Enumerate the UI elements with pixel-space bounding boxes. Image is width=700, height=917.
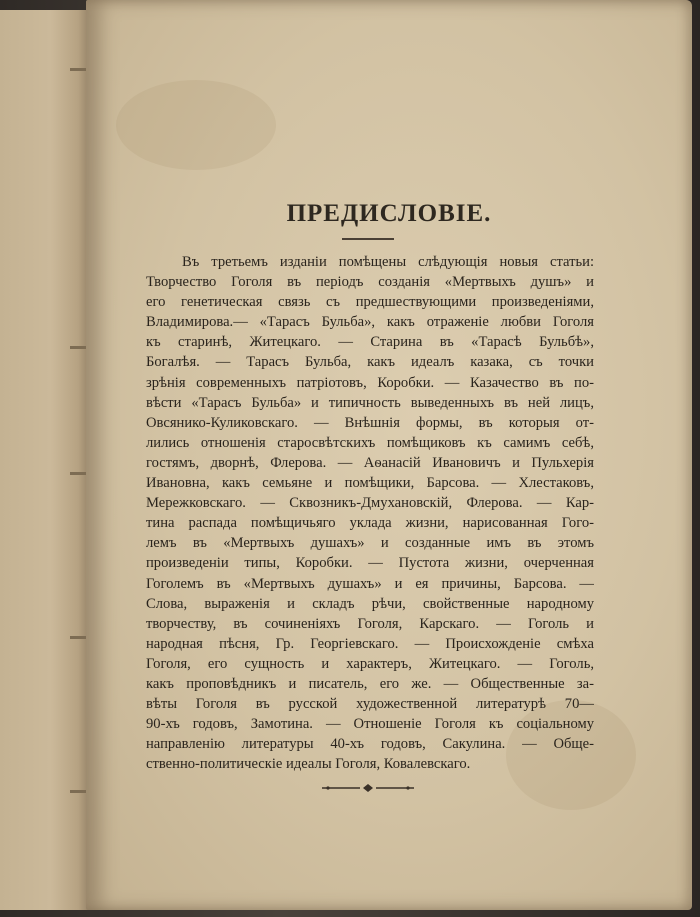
text-line: Овсянико-Куликовскаго. — Внѣшнія формы, въ которыя от- <box>146 414 594 431</box>
text-line: творчеству, въ сочиненіяхъ Гоголя, Карскаго. — Гоголь и <box>146 615 594 632</box>
text-line: народная пѣсня, Гр. Георгіевскаго. — Происхожденіе смѣха <box>146 635 594 652</box>
text-line: къ старинѣ, Житецкаго. — Старина въ «Тарасѣ Бульбѣ», <box>146 334 594 351</box>
text-line: вѣты Гоголя въ русской художественной литературѣ 70— <box>146 696 594 713</box>
text-line: произведеніи типы, Коробки. — Пустота жизни, очерченная <box>146 555 594 572</box>
page-title: ПРЕДИСЛОВІЕ. <box>286 200 492 227</box>
text-line: лемъ въ «Мертвыхъ душахъ» и созданные имъ въ этомъ <box>146 535 594 552</box>
text-line: вѣсти «Тарасъ Бульба» и типичность выведенныхъ въ ней лицъ, <box>146 394 594 411</box>
text-line: Творчество Гоголя въ періодъ созданія «Мертвыхъ душъ» и <box>146 274 594 291</box>
text-line: тина распада помѣщичьяго уклада жизни, нарисованная Гого- <box>146 515 594 532</box>
text-line: Богалѣя. — Тарасъ Бульба, какъ идеалъ казака, съ точки <box>146 354 594 371</box>
text-line: 90-хъ годовъ, Замотина. — Отношеніе Гоголя къ соціальному <box>146 716 594 733</box>
left-page-edge <box>0 10 94 910</box>
text-line: Гоголемъ въ «Мертвыхъ душахъ» и ея причины, Барсова. — <box>146 575 594 592</box>
text-line: Въ третьемъ изданіи помѣщены слѣдующія новыя статьи: <box>182 254 594 270</box>
text-line: лились отношенія старосвѣтскихъ помѣщиковъ къ самимъ себѣ, <box>146 434 594 451</box>
text-line: его генетическая связь съ предшествующими произведеніями, <box>146 294 594 311</box>
text-line: гостямъ, дворнѣ, Флерова. — Аѳанасій Ивановичъ и Пульхерія <box>146 454 594 471</box>
text-line: Гоголя, его сущность и характеръ, Житецкаго. — Гоголь, <box>146 655 594 672</box>
text-line: ственно-политическіе идеалы Гоголя, Ковалевскаго. <box>146 756 471 773</box>
paper-stain <box>116 80 276 170</box>
ornament-divider <box>320 783 416 793</box>
text-line: Мережковскаго. — Сквозникъ-Дмухановскій, Флерова. — Кар- <box>146 495 594 512</box>
text-line: какъ проповѣдникъ и писатель, его же. — Общественные за- <box>146 675 594 692</box>
text-line: направленію литературы 40-хъ годовъ, Сакулина. — Обще- <box>146 736 594 753</box>
title-divider <box>342 238 394 240</box>
text-line: Владимирова.— «Тарасъ Бульба», какъ отраженіе любви Гоголя <box>146 314 594 331</box>
preface-text <box>146 252 594 774</box>
text-line: Слова, выраженія и складъ рѣчи, свойственные народному <box>146 595 594 612</box>
text-line: зрѣнія современныхъ патріотовъ, Коробки. — Казачество въ по- <box>146 374 594 391</box>
text-line: Ивановна, какъ семьяне и помѣщики, Барсова. — Хлестаковъ, <box>146 475 594 492</box>
